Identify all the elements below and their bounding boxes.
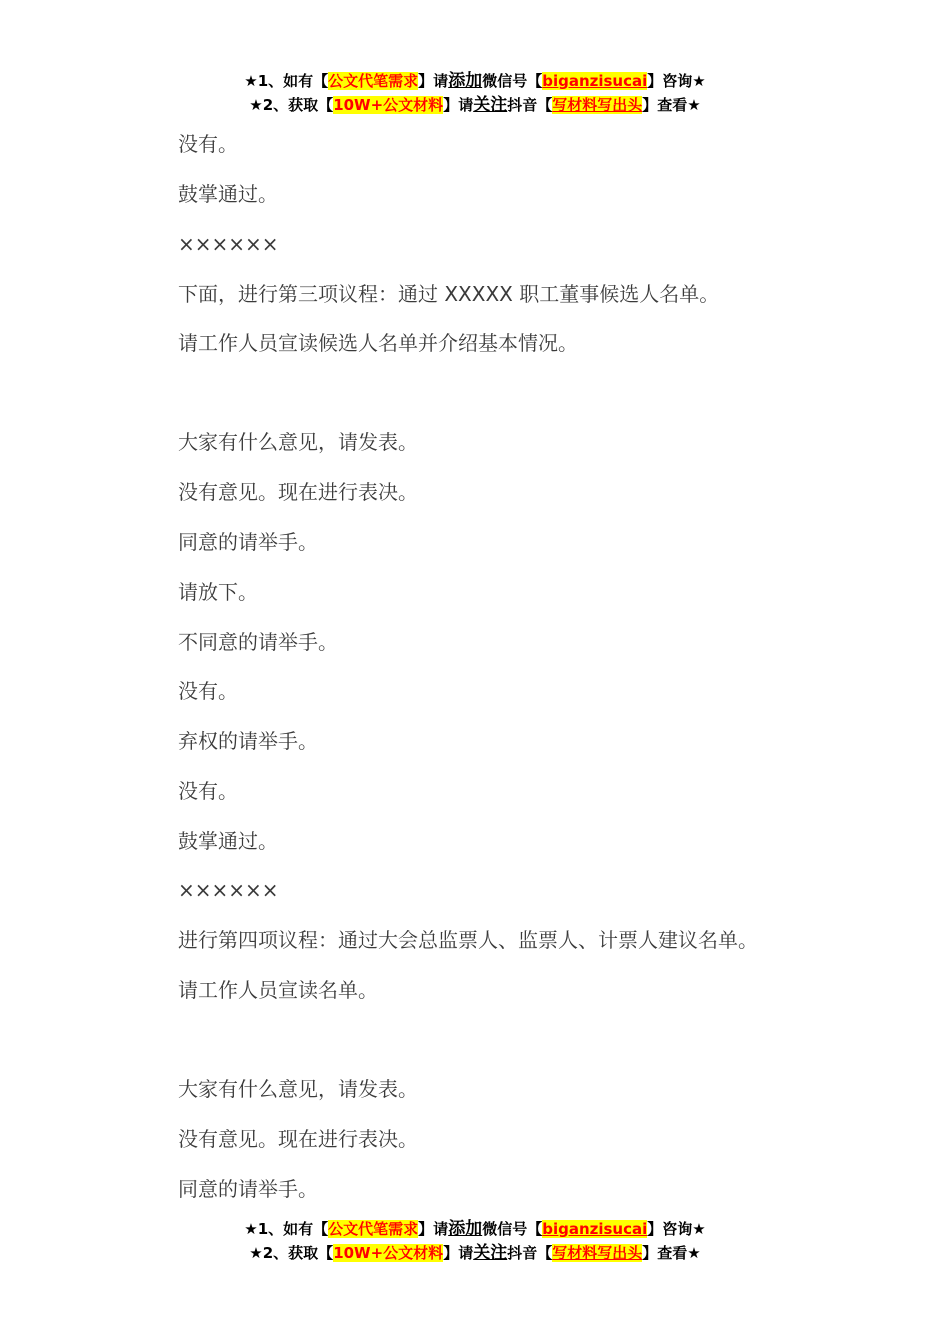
banner-line-2	[0, 93, 950, 117]
wechat-id: biganzisucai	[542, 72, 648, 90]
banner-text: 】请	[443, 1244, 474, 1262]
paragraph: 请工作人员宣读名单。	[178, 978, 378, 1002]
banner-text: ★1、如有【	[244, 1220, 329, 1238]
paragraph: 不同意的请举手。	[178, 630, 338, 654]
paragraph: 大家有什么意见，请发表。	[178, 430, 418, 454]
banner-highlight: 10W+公文材料	[333, 96, 444, 114]
banner-underline: 添加	[448, 71, 483, 91]
banner-text: 】请	[418, 1220, 449, 1238]
banner-underline: 关注	[473, 1243, 508, 1263]
paragraph: 没有意见。现在进行表决。	[178, 1127, 418, 1151]
paragraph: 请放下。	[178, 580, 258, 604]
paragraph: ××××××	[178, 878, 279, 902]
wechat-id: biganzisucai	[542, 1220, 648, 1238]
banner-highlight: 公文代笔需求	[328, 1220, 419, 1238]
banner-text: ★2、获取【	[249, 1244, 334, 1262]
paragraph: 进行第四项议程：通过大会总监票人、监票人、计票人建议名单。	[178, 928, 758, 952]
paragraph: ××××××	[178, 232, 279, 256]
douyin-id: 写材料写出头	[552, 1244, 643, 1262]
banner-highlight: 10W+公文材料	[333, 1244, 444, 1262]
banner-text: 】查看★	[642, 1244, 701, 1262]
paragraph: 同意的请举手。	[178, 1177, 318, 1201]
paragraph: 同意的请举手。	[178, 530, 318, 554]
paragraph: 下面，进行第三项议程：通过 XXXXX 职工董事候选人名单。	[178, 282, 720, 306]
header-banner	[0, 69, 950, 117]
banner-line-1	[0, 69, 950, 93]
banner-text: ★2、获取【	[249, 96, 334, 114]
banner-text: 抖音【	[507, 1244, 553, 1262]
paragraph: 没有意见。现在进行表决。	[178, 480, 418, 504]
douyin-id: 写材料写出头	[552, 96, 643, 114]
banner-underline: 添加	[448, 1219, 483, 1239]
banner-text: ★1、如有【	[244, 72, 329, 90]
paragraph: 没有。	[178, 679, 238, 703]
paragraph: 弃权的请举手。	[178, 729, 318, 753]
banner-text: 】请	[418, 72, 449, 90]
paragraph: 大家有什么意见，请发表。	[178, 1077, 418, 1101]
banner-line-2	[0, 1241, 950, 1265]
banner-text: 微信号【	[482, 1220, 543, 1238]
paragraph: 没有。	[178, 779, 238, 803]
banner-line-1	[0, 1217, 950, 1241]
banner-text: 】查看★	[642, 96, 701, 114]
paragraph: 没有。	[178, 132, 238, 156]
paragraph: 鼓掌通过。	[178, 182, 278, 206]
paragraph: 请工作人员宣读候选人名单并介绍基本情况。	[178, 331, 578, 355]
banner-text: 】请	[443, 96, 474, 114]
banner-text: 微信号【	[482, 72, 543, 90]
banner-text: 】咨询★	[647, 1220, 706, 1238]
footer-banner	[0, 1217, 950, 1265]
paragraph: 鼓掌通过。	[178, 829, 278, 853]
banner-text: 】咨询★	[647, 72, 706, 90]
banner-text: 抖音【	[507, 96, 553, 114]
banner-highlight: 公文代笔需求	[328, 72, 419, 90]
banner-underline: 关注	[473, 95, 508, 115]
